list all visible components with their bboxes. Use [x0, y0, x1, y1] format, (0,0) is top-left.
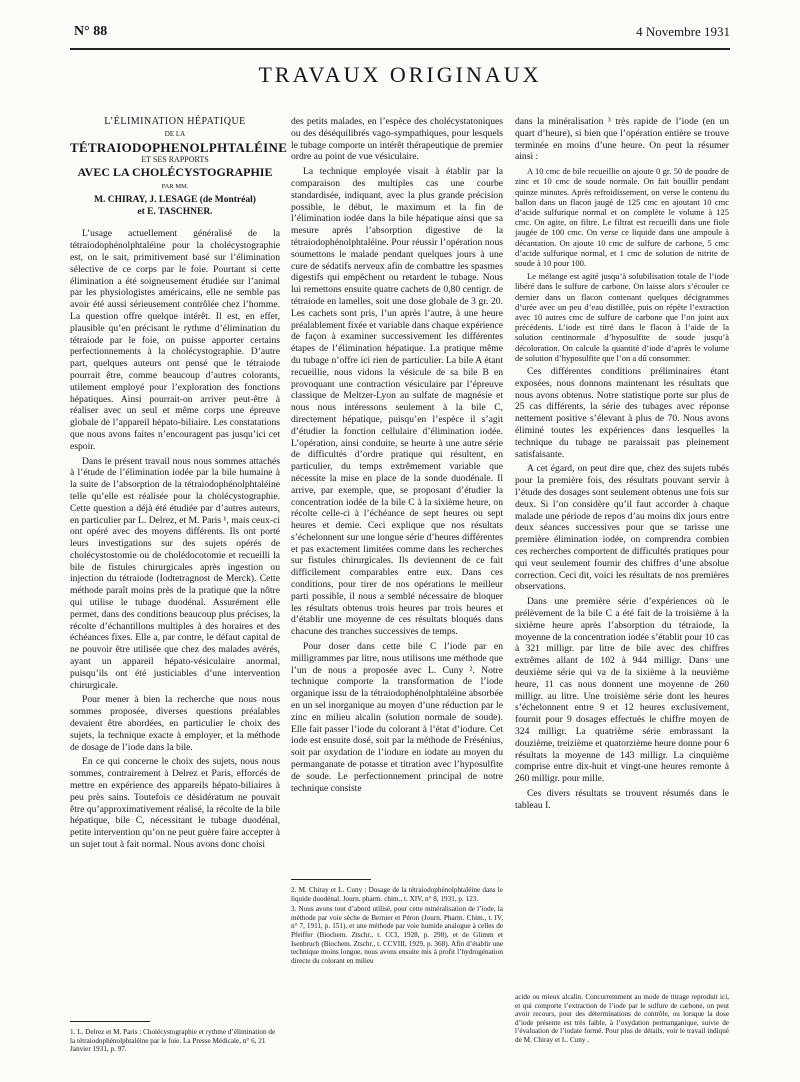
paragraph: Pour doser dans cette bile C l’iode par en milligrammes par litre, nous utilisons une méthode que l’un de nous a proposée avec L. Cuny ². Notre technique comporte la transformation de l’iode organique issu de la tétraiodophénolphtaléine absorbée en un sel inorganique au moyen d’une réduction par le zinc en milieu alcalin (solution normale de soude). Elle fait passer l’iode du colorant à l’état d’iodure. Cet iode est ensuite dosé, soit par la méthode de Frésénius, soit par oxydation de l’iodure en iodate au moyen du permanganate de potasse et titration avec l’hyposulfite de soude. Le perfectionnement principal de notre technique consiste: [291, 641, 503, 794]
footnote-rule: [291, 879, 371, 880]
title-line-5: AVEC LA CHOLÉCYSTOGRAPHIE: [77, 165, 273, 180]
paragraph: En ce qui concerne le choix des sujets, nous nous sommes, contrairement à Delrez et Paris, efforcés de mettre en expérience des appareils hépato-biliaires à peu près sains. Toutefois ce désidératum ne pouvait être qu’approximativement réalisé, la récolte de la bile hépatique, bile C, nécessitant le tubage duodénal, petite intervention qu’on ne peut guère faire accepter à un sujet tout à fait normal. Nous avons donc choisi: [70, 756, 280, 851]
footnote-1: [70, 1015, 280, 1056]
authors-line: M. CHIRAY, J. LESAGE (de Montréal): [94, 194, 256, 205]
paragraph: Ces différentes conditions préliminaires étant exposées, nous donnons maintenant les résultats que nous avons obtenus. Notre statistique porte sur plus de 25 cas différents, la série des tubages avec réponse nettement positive s’élevant à plus de 70. Nous avons éliminé toutes les expériences dans lesquelles la technique du tubage ne paraissait pas pleinement satisfaisante.: [515, 366, 729, 460]
paragraph: L’usage actuellement généralisé de la tétraiodophénolphtaléine pour la cholécystographie est, on le sait, primitivement basé sur l’élimination sélective de ce corps par le foie. Pourtant si cette élimination a été soigneusement étudiée sur l’animal par les physiologistes américains, elle ne semble pas avoir été aussi sérieusement contrôlée chez l’homme. La question offre quelque intérêt. Il est, en effet, plausible qu’en précisant le rythme d’élimination du tétraiode par le foie, on puisse apporter certains perfectionnements à la cholécystographie. D’autre part, quelques auteurs ont pensé que le tétraiode pourrait être, comme beaucoup d’autres colorants, utilement employé pour l’exploration des fonctions hépatiques. Ainsi pourrait-on arriver peut-être à réaliser avec un seul et même corps une épreuve globale de l’appareil hépato-biliaire. Les constatations que nous avons faites n’encouragent pas jusqu’ici cet espoir.: [70, 228, 280, 452]
procedure-text: Le mélange est agité jusqu’à solubilisation totale de l’iode libéré dans le sulfure de carbone. On laisse alors s’écouler ce dernier dans un flacon contenant quelques décigrammes d’urée avec un peu d’eau distillée, puis on répète l’extraction avec 10 autres cmc de sulfure de carbone que l’on joint aux précédents. L’iode est titré dans le flacon à l’aide de la solution centinormale d’hyposulfite de soude jusqu’à décoloration. On calcule la quantité d’iode d’après le volume de solution d’hyposulfite que l’on a dû consommer.: [515, 271, 729, 363]
issue-date: 4 Novembre 1931: [636, 24, 730, 39]
page-header: [0, 22, 800, 46]
paragraph: Ces divers résultats se trouvent résumés dans le tableau I.: [515, 787, 729, 811]
paragraph: des petits malades, en l’espèce des cholécystatoniques ou des déséquilibrés vago-sympathiques, pour lesquels le tubage comporte un intérêt thérapeutique de premier ordre au point de vue vésiculaire.: [291, 116, 503, 163]
title-line-3: TÉTRAIODOPHENOLPHTALÉINE: [70, 139, 288, 155]
paragraph: Dans le présent travail nous nous sommes attachés à l’étude de l’élimination iodée par la bile humaine à la suite de l’absorption de la tétraiodophénolphtaléine telle qu’elle est réalisée pour la cholécystographie. Cette question a déjà été étudiée par d’autres auteurs, en particulier par L. Delrez, et M. Paris ¹, mais ceux-ci ont opéré avec des moyens différents. Ils ont porté leurs investigations sur des sujets opérés de cholécystostomie ou de cholédocotomie et recueilli la bile de fistules chirurgicales après ingestion ou injection du tétraiode (Iodtetragnost de Merck). Cette méthode paraît moins près de la pratique que la nôtre qui utilise le tubage duodénal. Assurément elle permet, dans des conditions beaucoup plus précises, la récolte d’échantillons multiples à des horaires et des échéances fixes. Elle a, par contre, le défaut capital de ne pouvoir être utilisée que chez des malades avérés, ayant un appareil hépato-vésiculaire anormal, puisqu’ils ont été justiciables d’une intervention chirurgicale.: [70, 455, 280, 691]
footnotes-2: [291, 873, 503, 967]
paragraph: dans la minéralisation ³ très rapide de l’iode (en un quart d’heure), si bien que l’opération entière se trouve terminée en moins d’une heure. On peut la résumer ainsi :: [515, 116, 729, 163]
issue-number: N° 88: [74, 24, 108, 39]
footnote-text: 2. M. Chiray et L. Cuny : Dosage de la tétraiodophénolphtaléine dans le liquide duodénal. Journ. pharm. chim., t. XIV, n° 8, 1931, p. 123.: [291, 886, 503, 903]
column-3: [515, 116, 729, 815]
title-line-2: DE LA: [164, 129, 186, 138]
paragraph: La technique employée visait à établir par la comparaison des multiples cas une courbe standardisée, indiquant, avec la plus grande précision possible, le début, le maximum et la fin de l’élimination iodée dans la bile hépatique ainsi que sa mesure après l’absorption digestive de la tétraiodophénolphtaléine. Pour réussir l’opération nous soumettons le malade pendant quelques jours à une cure de sédatifs nerveux afin de combattre les spasmes digestifs qui empêchent ou retardent le tubage. Nous lui remettons ensuite quatre cachets de 0,80 centigr. de tétraiode en lamelles, soit une dose globale de 3 gr. 20. Les cachets sont pris, l’un après l’autre, à une heure préalablement fixée et variable dans chaque expérience de façon à examiner successivement les différentes étapes de l’élimination hépatique. La pratique même du tubage n’offre ici rien de particulier. La bile A étant recueillie, nous vidons la vésicule de sa bile B en provoquant une contraction vésiculaire par l’épreuve classique de Meltzer-Lyon au sulfate de magnésie et nous nous intéressons seulement à la bile C, directement hépatique, puisqu’en l’espèce il s’agit d’étudier la fonction cellulaire d’élimination iodée. L’opération, ainsi conduite, se heurte à une autre série de difficultés d’ordre pratique qui résultent, en particulier, du temps extrêmement variable que nécessite la mise en place de la sonde duodénale. Il arrive, par exemple, que, se proposant d’étudier la concentration iodée de la bile C à la sixième heure, on récolte celle-ci à l’échéance de sept heures ou sept heures et demie. Ceci explique que nos résultats s’échelonnent sur une longue série d’heures différentes et pas exactement limitées comme dans les recherches sur fistules chirurgicales. Ils deviennent de ce fait difficilement comparables entre eux. Dans ces conditions, pour tirer de nos opérations le meilleur parti possible, il nous a semblé nécessaire de bloquer les résultats obtenus trois heures par trois heures et d’établir une moyenne de ces résultats bloqués dans chacune des tranches successives de temps.: [291, 166, 504, 638]
title-line-6: PAR MM.: [161, 182, 189, 190]
paragraph: Dans une première série d’expériences où le prélèvement de la bile C a été fait de la troisième à la sixième heure après l’absorption du tétraiode, la moyenne de la concentration iodée s’établit pour 10 cas à 321 milligr. par litre de bile avec des chiffres extrêmes allant de 102 à 944 milligr. Dans une deuxième série qui va de la sixième à la neuvième heure, 11 cas nous donnent une moyenne de 260 milligr. au litre. Une troisième série dont les heures s’échelonnent entre 9 et 12 heures exclusivement, fournit pour 9 dosages effectués le chiffre moyen de 324 milligr. La quatrième série embrassant la douzième, treizième et quatorzième heure donne pour 6 résultats la moyenne de 143 milligr. La cinquième comprise entre dix-huit et vingt-une heures remonte à 260 milligr. pour mille.: [515, 596, 729, 785]
section-title: TRAVAUX ORIGINAUX: [258, 62, 542, 87]
paragraph: A cet égard, on peut dire que, chez des sujets tubés pour la première fois, des résultats pouvant servir à l’étude des dosages sont seulement obtenus une fois sur deux. Si l’on considère qu’il faut accorder à chaque malade une période de repos d’au moins dix jours entre deux séances successives pour que se tarisse une première élimination iodée, on comprendra combien ces recherches comportent de difficultés pratiques pour qui veut seulement fournir des chiffres d’une absolue correction. Ceci dit, voici les résultats de nos premières observations.: [515, 463, 729, 593]
article-title-block: [70, 116, 288, 218]
authors-line-2: et E. TASCHNER.: [137, 206, 213, 217]
footnote-text: 3. Nous avons tout d’abord utilisé, pour cette minéralisation de l’iode, la méthode par voie sèche de Bernier et Péron (Journ. Pharm. Chim., t. IV, n° 7, 1911, p. 151), et une méthode par voie humide analogue à celles de Pfeiffer (Biochem. Ztschr., t. CCI, 1928, p. 298), et de Glimm et Isenbruch (Biochem. Ztschr., t. CCVIII, 1929, p. 368). Afin d’établir une technique moins longue, nous avons ensuite mis à profit l’hydrogénation directe du colorant en milieu: [291, 905, 503, 965]
header-rule: [70, 48, 730, 50]
footnote-text: 1. L. Delrez et M. Paris : Cholécystographie et rythme d’élimination de la tétraiodophénolphtaléine par le foie. La Presse Médicale, n° 6, 21 Janvier 1931, p. 97.: [70, 1028, 276, 1054]
title-line-1: L’ÉLIMINATION HÉPATIQUE: [104, 116, 246, 127]
column-1: [70, 116, 288, 854]
footnote-continuation: acide ou mieux alcalin. Concurremment au mode de titrage reproduit ici, et qui comporte l’extraction de l’iode par le sulfure de carbone, on peut avoir recours, pour des déterminations de contrôle, ou lorsque la dose d’iode présente est très faible, à l’oxydation permanganique, suivie de l’évaluation de l’iodate formé. Pour plus de détails, voir le travail indiqué de M. Chiray et L. Cuny .: [515, 993, 729, 1044]
title-line-4: ET SES RAPPORTS: [141, 155, 209, 165]
footnote-rule: [70, 1021, 150, 1022]
column-2: [291, 116, 503, 797]
procedure-text: A 10 cmc de bile recueillie on ajoute 0 gr. 50 de poudre de zinc et 10 cmc de soude normale. On fait bouillir pendant quinze minutes. Après refroidissement, on verse le contenu du ballon dans un flacon jaugé de 125 cmc en ajoutant 10 cmc d’acide sulfurique normal et on complète le volume à 125 cmc. On agite, on filtre. Le filtrat est recueilli dans une fiole jaugée de 100 cmc. On verse ce liquide dans une ampoule à décantation. On ajoute 10 cmc de sulfure de carbone, 5 cmc d’acide sulfurique normal, et 1 cmc de solution de nitrite de soude à 10 pour 100.: [515, 166, 729, 269]
paragraph: Pour mener à bien la recherche que nous nous sommes proposée, diverses questions préalables devaient être abordées, en particulier le choix des sujets, la technique exacte à employer, et la méthode de dosage de l’iode dans la bile.: [70, 694, 280, 753]
